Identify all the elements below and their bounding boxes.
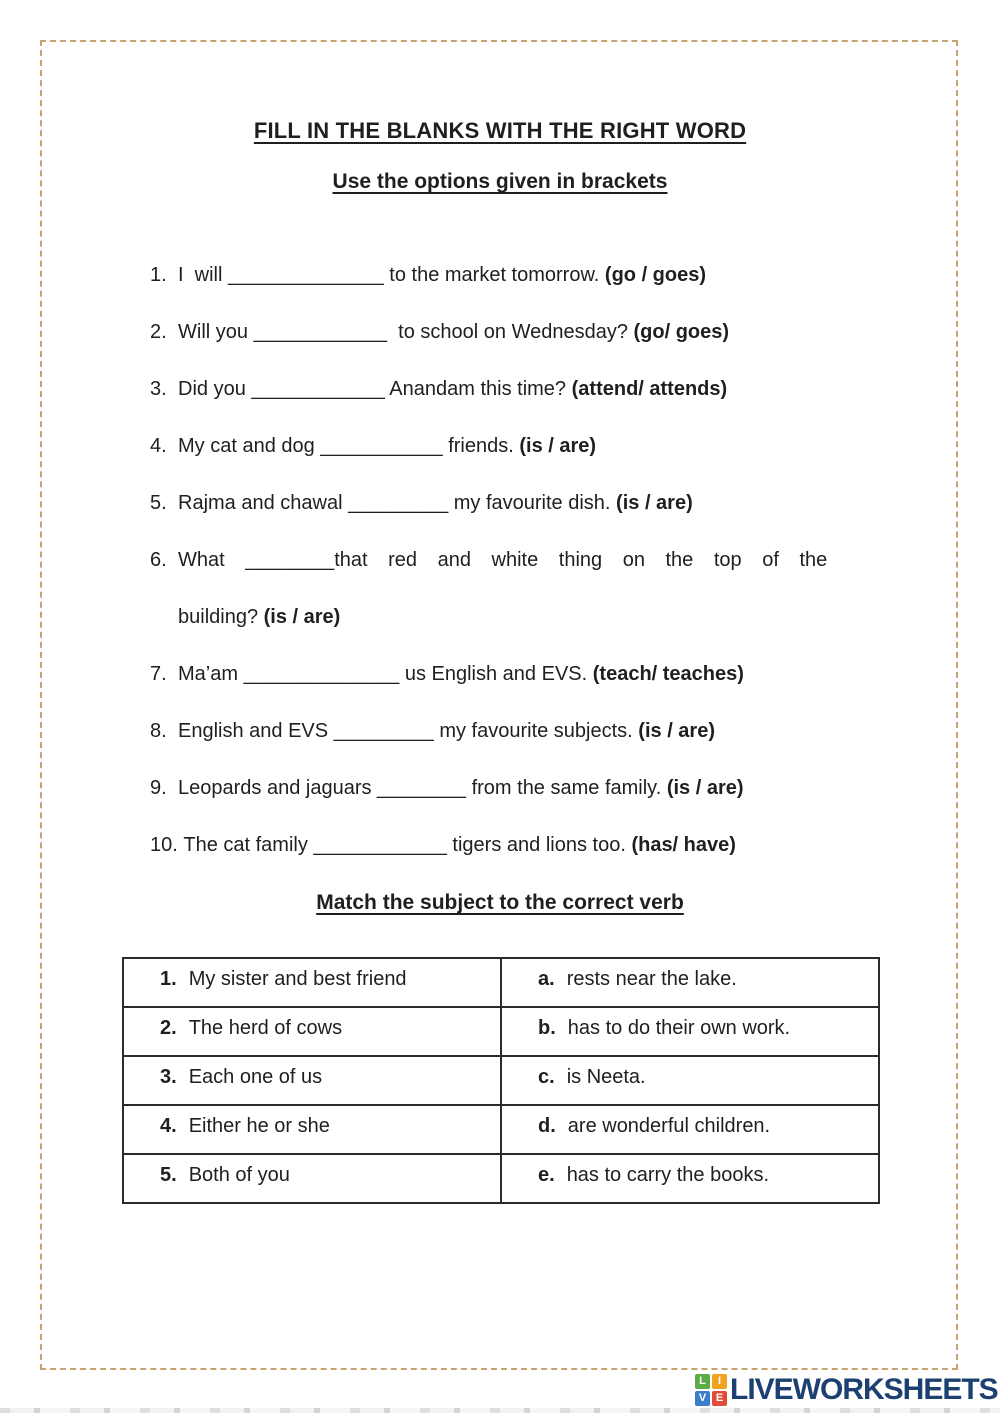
fill-item-sentence: Ma’am ______________ us English and EVS. [178,663,593,685]
worksheet-title: FILL IN THE BLANKS WITH THE RIGHT WORD [253,118,747,143]
fill-item-options: (is / are) [616,492,693,514]
fill-item [150,264,900,286]
match-left-cell [123,958,501,1007]
liveworksheets-logo[interactable] [695,1374,998,1406]
fill-item [150,777,900,799]
fill-item-options: (teach/ teaches) [592,663,744,685]
match-left-number: 4. [160,1115,177,1137]
fill-item-sentence: Rajma and chawal _________ my favourite dish. [178,492,617,514]
fill-item-text [178,492,900,514]
match-left-cell [123,1105,501,1154]
match-table-row [123,958,879,1007]
fill-item [150,435,900,457]
fill-item-text [178,720,900,742]
fill-item-options: (is / are) [638,720,715,742]
fill-item-sentence: Did you ____________ Anandam this time? [178,378,572,400]
match-right-text: has to do their own work. [567,1017,791,1039]
match-left-number: 2. [160,1017,177,1039]
match-left-cell [123,1056,501,1105]
match-left-cell [123,1007,501,1056]
logo-tile-l: L [695,1374,710,1389]
fill-item-number: 8. [150,720,173,742]
worksheet-subtitle: Use the options given in brackets [332,170,668,193]
match-right-cell [501,1154,879,1203]
fill-item-number: 3. [150,378,173,400]
match-table-row [123,1056,879,1105]
match-right-cell [501,958,879,1007]
match-right-cell [501,1056,879,1105]
fill-item [150,720,900,742]
fill-item-second-line [178,606,900,628]
fill-item-sentence: My cat and dog ___________ friends. [178,435,520,457]
match-right-text: is Neeta. [566,1066,646,1088]
fill-item-options: (go/ goes) [633,321,730,343]
match-table-body [123,958,879,1203]
fill-item-text [178,549,900,628]
fill-item [150,378,900,400]
fill-item-text [178,321,900,343]
match-left-text: Either he or she [188,1115,330,1137]
fill-item-number: 9. [150,777,173,799]
match-left-number: 1. [160,968,177,990]
fill-item-text [178,264,900,286]
fill-item-options: (is / are) [263,606,341,628]
match-left-text: Both of you [188,1164,290,1186]
fill-item-number: 2. [150,321,173,343]
match-right-cell [501,1007,879,1056]
fill-item-sentence-continued: building? [178,606,264,628]
fill-items-list [150,264,900,856]
fill-item-text [183,834,900,856]
fill-item [150,834,900,856]
match-right-letter: b. [538,1017,556,1039]
match-right-text: has to carry the books. [566,1164,770,1186]
fill-item [150,321,900,343]
match-table-row [123,1154,879,1203]
fill-item-text [178,435,900,457]
fill-item-number: 5. [150,492,173,514]
fill-item-sentence: The cat family ____________ tigers and lions too. [183,834,632,856]
match-left-text: Each one of us [188,1066,323,1088]
match-section-heading: Match the subject to the correct verb [316,891,684,914]
liveworksheets-logo-text: LIVEWORKSHEETS [730,1373,998,1406]
match-right-letter: d. [538,1115,556,1137]
fill-item-options: (has/ have) [631,834,736,856]
match-right-letter: a. [538,968,555,990]
fill-item-text [178,378,900,400]
fill-item-sentence: Leopards and jaguars ________ from the same family. [178,777,667,799]
worksheet-headings [0,118,1000,194]
fill-item-text [178,663,900,685]
fill-item-sentence: What ________that red and white thing on the top of the [178,549,828,571]
liveworksheets-logo-icon [695,1374,727,1406]
match-left-text: The herd of cows [188,1017,343,1039]
match-right-text: rests near the lake. [566,968,737,990]
logo-tile-e: E [712,1391,727,1406]
logo-tile-v: V [695,1391,710,1406]
fill-item-sentence: Will you ____________ to school on Wednesday? [178,321,634,343]
match-right-text: are wonderful children. [567,1115,771,1137]
match-table-row [123,1105,879,1154]
fill-item-options: (go / goes) [604,264,707,286]
match-right-letter: c. [538,1066,555,1088]
match-table-row [123,1007,879,1056]
match-right-cell [501,1105,879,1154]
fill-item-sentence: English and EVS _________ my favourite subjects. [178,720,639,742]
fill-item-options: (is / are) [519,435,597,457]
fill-item-number: 7. [150,663,173,685]
match-left-cell [123,1154,501,1203]
match-left-number: 3. [160,1066,177,1088]
fill-item-number: 4. [150,435,173,457]
page-bottom-edge-artifact [0,1408,1000,1413]
fill-item-options: (is / are) [666,777,744,799]
fill-item-number: 10. [150,834,184,856]
fill-item-number: 6. [150,549,173,571]
fill-item-number: 1. [150,264,173,286]
fill-item-sentence: I will ______________ to the market tomorrow. [178,264,605,286]
match-table [122,957,880,1204]
match-left-text: My sister and best friend [188,968,407,990]
fill-item [150,549,900,628]
logo-tile-i: I [712,1374,727,1389]
fill-item [150,492,900,514]
fill-item-text [178,777,900,799]
fill-item-options: (attend/ attends) [571,378,728,400]
match-right-letter: e. [538,1164,555,1186]
match-left-number: 5. [160,1164,177,1186]
fill-item [150,663,900,685]
